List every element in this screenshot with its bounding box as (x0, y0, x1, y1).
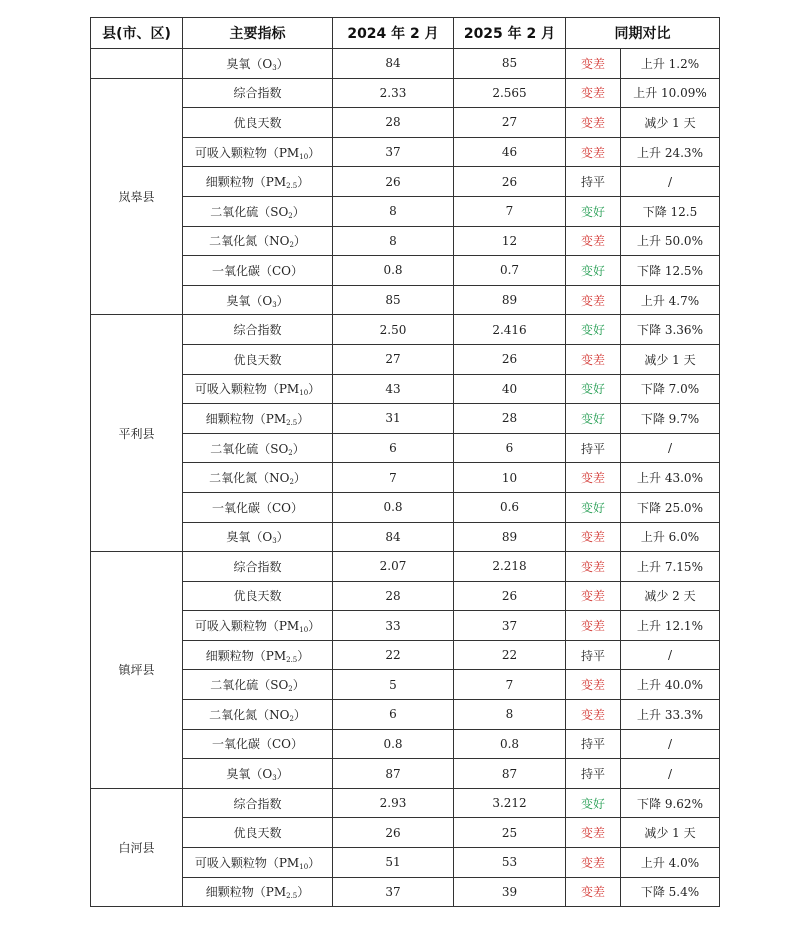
value-2024: 87 (333, 759, 454, 789)
indicator-subscript: 2 (288, 685, 293, 694)
change-cell: / (621, 640, 720, 670)
change-cell: 上升 40.0% (621, 670, 720, 700)
table-row (91, 581, 720, 611)
table-row (91, 611, 720, 641)
value-2024: 37 (333, 137, 454, 167)
indicator-cell: 细颗粒物$(PM_{2.5})$ (183, 640, 333, 670)
indicator-subscript: 2 (289, 241, 294, 250)
indicator-formula: PM (278, 382, 300, 397)
value-2024: 2.33 (333, 78, 454, 108)
status-badge: 变好 (566, 374, 621, 404)
indicator-name: 综合指数 (233, 86, 282, 101)
indicator-name: 二氧化硫 (210, 678, 259, 693)
header-indicator: 主要指标 (183, 18, 333, 49)
indicator-cell (183, 552, 333, 582)
indicator-cell (183, 788, 333, 818)
indicator-subscript: 2.5 (286, 892, 298, 901)
table-row (91, 404, 720, 434)
indicator-cell (183, 344, 333, 374)
change-cell: 上升 10.09% (621, 78, 720, 108)
indicator-formula: PM (278, 855, 300, 870)
indicator-subscript: 2.5 (286, 182, 298, 191)
county-cell: 平利县 (91, 315, 183, 552)
value-2024: 7 (333, 463, 454, 493)
change-cell: 下降 5.4% (621, 877, 720, 907)
value-2024: 27 (333, 344, 454, 374)
value-2024: 2.93 (333, 788, 454, 818)
status-badge: 变差 (566, 522, 621, 552)
header-2024: 2024 年 2 月 (333, 18, 454, 49)
indicator-name: 二氧化硫 (210, 441, 259, 456)
indicator-name: 二氧化氮 (209, 234, 258, 249)
value-2025: 22 (454, 640, 566, 670)
indicator-cell: 臭氧$(O_3)$ (183, 285, 333, 315)
change-cell: 上升 50.0% (621, 226, 720, 256)
value-2025: 25 (454, 818, 566, 848)
table-row (91, 78, 720, 108)
table-row (91, 729, 720, 759)
change-cell: / (621, 729, 720, 759)
status-badge: 变好 (566, 256, 621, 286)
indicator-subscript: 2.5 (286, 655, 298, 664)
value-2024: 28 (333, 108, 454, 138)
indicator-cell: 一氧化碳（CO） (183, 492, 333, 522)
indicator-formula: PM (265, 648, 287, 663)
value-2024: 33 (333, 611, 454, 641)
indicator-cell: 臭氧$(O_3)$ (183, 522, 333, 552)
table-row (91, 877, 720, 907)
value-2025: 3.212 (454, 788, 566, 818)
status-badge: 变差 (566, 581, 621, 611)
table-row (91, 492, 720, 522)
indicator-name: 臭氧 (226, 530, 251, 545)
table-row (91, 137, 720, 167)
indicator-formula: PM (278, 145, 300, 160)
indicator-name: 一氧化碳 (211, 500, 260, 515)
value-2025: 12 (454, 226, 566, 256)
table-row (91, 700, 720, 730)
status-badge: 变差 (566, 226, 621, 256)
value-2024: 8 (333, 226, 454, 256)
status-badge: 变差 (566, 670, 621, 700)
indicator-name: 可吸入颗粒物 (194, 619, 267, 634)
indicator-subscript: 3 (272, 63, 277, 72)
value-2024: 0.8 (333, 492, 454, 522)
value-2025: 7 (454, 196, 566, 226)
change-cell: / (621, 433, 720, 463)
value-2025: 89 (454, 285, 566, 315)
value-2024: 6 (333, 433, 454, 463)
air-quality-table (90, 17, 720, 907)
indicator-formula: SO (270, 678, 289, 693)
table-row (91, 670, 720, 700)
value-2025: 53 (454, 848, 566, 878)
header-county: 县(市、区) (91, 18, 183, 49)
table-row (91, 315, 720, 345)
value-2024: 85 (333, 285, 454, 315)
change-cell: 下降 12.5 (621, 196, 720, 226)
value-2024: 43 (333, 374, 454, 404)
indicator-name: 可吸入颗粒物 (194, 855, 267, 870)
indicator-cell: 一氧化碳（CO） (183, 729, 333, 759)
value-2024: 8 (333, 196, 454, 226)
change-cell: / (621, 167, 720, 197)
indicator-cell: 二氧化硫$(SO_2)$ (183, 670, 333, 700)
table-row (91, 463, 720, 493)
change-cell: 上升 4.0% (621, 848, 720, 878)
indicator-name: 综合指数 (233, 559, 282, 574)
change-cell: 减少 2 天 (621, 581, 720, 611)
table-row (91, 285, 720, 315)
header-comparison: 同期对比 (566, 18, 720, 49)
change-cell: 下降 12.5% (621, 256, 720, 286)
status-badge: 变差 (566, 463, 621, 493)
status-badge: 变差 (566, 552, 621, 582)
indicator-cell: 臭氧$(O_3)$ (183, 759, 333, 789)
value-2025: 27 (454, 108, 566, 138)
value-2025: 28 (454, 404, 566, 434)
indicator-cell: 二氧化硫$(SO_2)$ (183, 433, 333, 463)
table-row (91, 788, 720, 818)
value-2025: 8 (454, 700, 566, 730)
change-cell: 下降 9.62% (621, 788, 720, 818)
value-2025: 0.7 (454, 256, 566, 286)
table-row (91, 640, 720, 670)
status-badge: 变差 (566, 49, 621, 79)
indicator-formula: CO (271, 500, 292, 515)
indicator-cell: 细颗粒物$(PM_{2.5})$ (183, 404, 333, 434)
table-row (91, 226, 720, 256)
value-2024: 26 (333, 167, 454, 197)
status-badge: 持平 (566, 729, 621, 759)
county-cell: 岚皋县 (91, 78, 183, 315)
value-2024: 26 (333, 818, 454, 848)
indicator-name: 二氧化氮 (209, 471, 258, 486)
change-cell: 上升 33.3% (621, 700, 720, 730)
table-row (91, 256, 720, 286)
status-badge: 变好 (566, 788, 621, 818)
value-2024: 5 (333, 670, 454, 700)
value-2025: 0.8 (454, 729, 566, 759)
change-cell: 下降 25.0% (621, 492, 720, 522)
value-2024: 0.8 (333, 729, 454, 759)
indicator-subscript: 10 (299, 862, 309, 871)
indicator-formula: O (262, 767, 273, 782)
indicator-cell (183, 818, 333, 848)
change-cell: 上升 6.0% (621, 522, 720, 552)
indicator-name: 综合指数 (233, 796, 282, 811)
status-badge: 变差 (566, 78, 621, 108)
status-badge: 变差 (566, 344, 621, 374)
indicator-formula: O (262, 293, 273, 308)
table-row (91, 49, 720, 79)
table-row (91, 522, 720, 552)
value-2024: 28 (333, 581, 454, 611)
value-2025: 0.6 (454, 492, 566, 522)
indicator-cell: 细颗粒物$(PM_{2.5})$ (183, 877, 333, 907)
indicator-cell (183, 78, 333, 108)
change-cell: 上升 24.3% (621, 137, 720, 167)
indicator-name: 优良天数 (233, 352, 282, 367)
status-badge: 变好 (566, 196, 621, 226)
indicator-name: 臭氧 (226, 293, 251, 308)
indicator-subscript: 2 (288, 211, 293, 220)
value-2024: 51 (333, 848, 454, 878)
value-2025: 6 (454, 433, 566, 463)
indicator-subscript: 3 (272, 300, 277, 309)
change-cell: 上升 4.7% (621, 285, 720, 315)
indicator-formula: PM (265, 411, 287, 426)
indicator-formula: PM (265, 175, 287, 190)
status-badge: 持平 (566, 167, 621, 197)
indicator-formula: NO (269, 707, 290, 722)
change-cell: 下降 9.7% (621, 404, 720, 434)
indicator-formula: O (262, 530, 273, 545)
table-row (91, 759, 720, 789)
indicator-formula: SO (270, 204, 289, 219)
status-badge: 变差 (566, 108, 621, 138)
change-cell: / (621, 759, 720, 789)
indicator-subscript: 10 (299, 389, 309, 398)
value-2025: 2.416 (454, 315, 566, 345)
indicator-cell: 可吸入颗粒物$(PM_{10})$ (183, 137, 333, 167)
change-cell: 减少 1 天 (621, 108, 720, 138)
table-row (91, 344, 720, 374)
indicator-subscript: 3 (272, 774, 277, 783)
indicator-name: 细颗粒物 (205, 411, 254, 426)
indicator-subscript: 2 (289, 714, 294, 723)
indicator-formula: PM (265, 885, 287, 900)
status-badge: 持平 (566, 640, 621, 670)
value-2025: 89 (454, 522, 566, 552)
change-cell: 减少 1 天 (621, 818, 720, 848)
indicator-cell: 臭氧$(O_3)$ (183, 49, 333, 79)
value-2025: 2.565 (454, 78, 566, 108)
status-badge: 变差 (566, 285, 621, 315)
value-2024: 22 (333, 640, 454, 670)
status-badge: 变差 (566, 877, 621, 907)
indicator-subscript: 2 (289, 478, 294, 487)
change-cell: 上升 7.15% (621, 552, 720, 582)
indicator-cell: 可吸入颗粒物$(PM_{10})$ (183, 848, 333, 878)
status-badge: 变差 (566, 848, 621, 878)
value-2025: 26 (454, 581, 566, 611)
indicator-name: 一氧化碳 (211, 263, 260, 278)
indicator-name: 臭氧 (226, 56, 251, 71)
indicator-name: 细颗粒物 (205, 885, 254, 900)
value-2025: 46 (454, 137, 566, 167)
status-badge: 变差 (566, 137, 621, 167)
value-2024: 31 (333, 404, 454, 434)
indicator-name: 细颗粒物 (205, 648, 254, 663)
table-row (91, 374, 720, 404)
indicator-name: 臭氧 (226, 767, 251, 782)
indicator-cell (183, 108, 333, 138)
value-2025: 39 (454, 877, 566, 907)
indicator-formula: CO (271, 737, 292, 752)
indicator-name: 可吸入颗粒物 (194, 145, 267, 160)
indicator-cell: 可吸入颗粒物$(PM_{10})$ (183, 611, 333, 641)
indicator-cell: 二氧化氮$(NO_2)$ (183, 700, 333, 730)
indicator-cell (183, 315, 333, 345)
value-2025: 37 (454, 611, 566, 641)
indicator-cell: 二氧化氮$(NO_2)$ (183, 463, 333, 493)
indicator-cell (183, 581, 333, 611)
table-row (91, 167, 720, 197)
status-badge: 变差 (566, 611, 621, 641)
value-2025: 26 (454, 344, 566, 374)
change-cell: 下降 3.36% (621, 315, 720, 345)
value-2025: 7 (454, 670, 566, 700)
indicator-name: 一氧化碳 (211, 737, 260, 752)
indicator-name: 二氧化氮 (209, 707, 258, 722)
change-cell: 上升 1.2% (621, 49, 720, 79)
value-2024: 2.50 (333, 315, 454, 345)
indicator-cell: 可吸入颗粒物$(PM_{10})$ (183, 374, 333, 404)
status-badge: 变好 (566, 315, 621, 345)
table-row (91, 108, 720, 138)
change-cell: 减少 1 天 (621, 344, 720, 374)
indicator-name: 优良天数 (233, 115, 282, 130)
table-row (91, 552, 720, 582)
indicator-name: 优良天数 (233, 589, 282, 604)
table-row (91, 848, 720, 878)
status-badge: 变差 (566, 818, 621, 848)
status-badge: 持平 (566, 433, 621, 463)
indicator-cell: 细颗粒物$(PM_{2.5})$ (183, 167, 333, 197)
indicator-formula: CO (271, 263, 292, 278)
county-cell: 镇坪县 (91, 552, 183, 789)
indicator-subscript: 3 (272, 537, 277, 546)
indicator-cell: 一氧化碳（CO） (183, 256, 333, 286)
indicator-subscript: 10 (299, 626, 309, 635)
status-badge: 变好 (566, 492, 621, 522)
value-2024: 0.8 (333, 256, 454, 286)
indicator-formula: SO (270, 441, 289, 456)
value-2025: 10 (454, 463, 566, 493)
indicator-formula: PM (278, 619, 300, 634)
table-row (91, 818, 720, 848)
indicator-formula: O (262, 56, 273, 71)
indicator-subscript: 10 (299, 152, 309, 161)
indicator-subscript: 2 (288, 448, 293, 457)
change-cell: 上升 43.0% (621, 463, 720, 493)
value-2025: 85 (454, 49, 566, 79)
indicator-name: 综合指数 (233, 323, 282, 338)
table-row (91, 433, 720, 463)
change-cell: 下降 7.0% (621, 374, 720, 404)
value-2024: 6 (333, 700, 454, 730)
table-body (91, 49, 720, 907)
value-2025: 40 (454, 374, 566, 404)
indicator-name: 二氧化硫 (210, 204, 259, 219)
indicator-name: 优良天数 (233, 826, 282, 841)
header-2025: 2025 年 2 月 (454, 18, 566, 49)
county-cell: 白河县 (91, 788, 183, 906)
county-cell (91, 49, 183, 79)
indicator-name: 细颗粒物 (205, 175, 254, 190)
value-2024: 84 (333, 49, 454, 79)
value-2024: 2.07 (333, 552, 454, 582)
table-row (91, 196, 720, 226)
indicator-formula: NO (269, 471, 290, 486)
value-2025: 2.218 (454, 552, 566, 582)
indicator-name: 可吸入颗粒物 (194, 382, 267, 397)
change-cell: 上升 12.1% (621, 611, 720, 641)
indicator-cell: 二氧化氮$(NO_2)$ (183, 226, 333, 256)
indicator-formula: NO (269, 234, 290, 249)
status-badge: 变差 (566, 700, 621, 730)
value-2025: 26 (454, 167, 566, 197)
status-badge: 变好 (566, 404, 621, 434)
header-row (91, 18, 720, 49)
status-badge: 持平 (566, 759, 621, 789)
value-2024: 84 (333, 522, 454, 552)
value-2025: 87 (454, 759, 566, 789)
value-2024: 37 (333, 877, 454, 907)
indicator-cell: 二氧化硫$(SO_2)$ (183, 196, 333, 226)
indicator-subscript: 2.5 (286, 418, 298, 427)
